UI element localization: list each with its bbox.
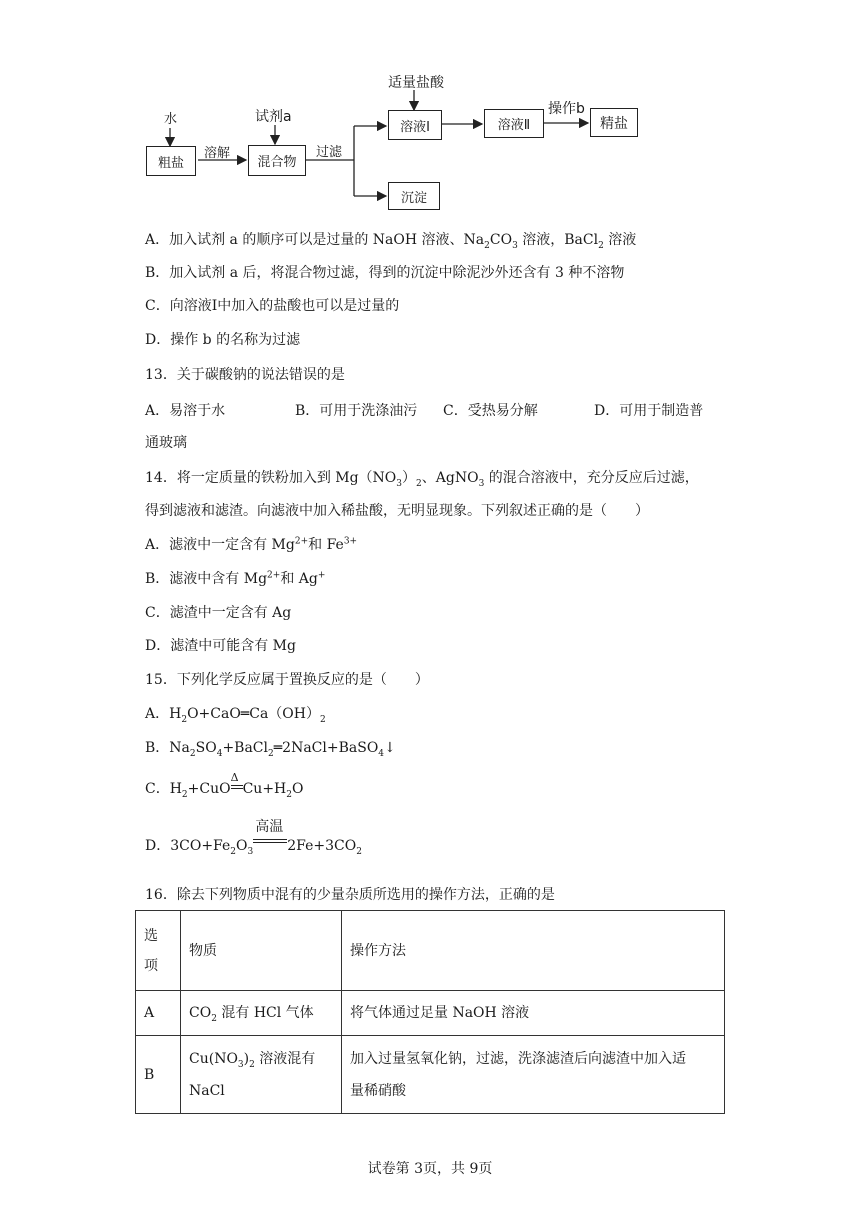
label-operation-b: 操作b [548, 101, 585, 117]
flow-diagram [0, 0, 860, 220]
box-precipitate: 沉淀 [388, 182, 440, 210]
q12-option-c: C．向溶液Ⅰ中加入的盐酸也可以是过量的 [145, 298, 400, 314]
label-water: 水 [164, 112, 178, 127]
header-option: 选 项 [136, 911, 181, 991]
label-reagent-a: 试剂a [255, 109, 292, 125]
box-crude-salt: 粗盐 [146, 146, 196, 176]
q13-option-c: C．受热易分解 [443, 403, 538, 419]
q15-option-b: B．$Na_2SO_4+BaCl_2═2NaCl+BaSO_4↓$ [145, 740, 396, 759]
q14-option-a: A．滤液中一定含有 $Mg^{2+}$和 $Fe^{3+}$ [145, 536, 358, 553]
label-filter: 过滤 [316, 145, 343, 160]
table-row [136, 1036, 725, 1114]
q12-option-d: D．操作 b 的名称为过滤 [145, 332, 301, 348]
q16-options-table [135, 910, 725, 1114]
q16-stem: 16．除去下列物质中混有的少量杂质所选用的操作方法，正确的是 [145, 887, 555, 903]
q14-option-c: C．滤渣中一定含有 Ag [145, 605, 292, 621]
row-b-option: B [136, 1036, 181, 1114]
table-header-row [136, 911, 725, 991]
q12-option-b: B．加入试剂 a 后，将混合物过滤，得到的沉淀中除泥沙外还含有 3 种不溶物 [145, 265, 625, 281]
box-solution-2: 溶液Ⅱ [484, 109, 544, 138]
reaction-condition-high-temp: 高温 [253, 836, 287, 852]
row-a-option: A [136, 991, 181, 1036]
row-b-method: 加入过量氢氧化钠，过滤，洗涤滤渣后向滤渣中加入适 量稀硝酸 [342, 1036, 725, 1114]
reaction-condition-heat: Δ [231, 779, 243, 795]
row-a-method: 将气体通过足量 NaOH 溶液 [342, 991, 725, 1036]
page-footer: 试卷第 3页，共 9页 [367, 1161, 493, 1177]
row-a-substance: $CO_2$ 混有 HCl 气体 [181, 991, 342, 1036]
q15-stem: 15．下列化学反应属于置换反应的是（ ） [145, 672, 429, 688]
table-row [136, 991, 725, 1036]
header-substance: 物质 [181, 911, 342, 991]
label-dissolve: 溶解 [204, 146, 231, 161]
q15-option-d: D．$3CO+Fe_2O_3$ 高温 $2Fe+3CO_2$ [145, 819, 362, 857]
q13-option-b: B．可用于洗涤油污 [295, 403, 418, 419]
q13-option-d-cont: 通玻璃 [145, 435, 187, 451]
q14-option-b: B．滤液中含有 $Mg^{2+}$和 Ag+ [145, 570, 326, 587]
q13-stem: 13．关于碳酸钠的说法错误的是 [145, 367, 345, 383]
box-fine-salt: 精盐 [590, 108, 638, 137]
q14-option-d: D．滤渣中可能含有 Mg [145, 638, 296, 654]
q13-option-a: A．易溶于水 [145, 403, 226, 419]
row-b-substance: $Cu(NO_3)_2$ 溶液混有 NaCl [181, 1036, 342, 1114]
label-hcl: 适量盐酸 [388, 75, 444, 91]
q15-option-c: C．$H_2+CuO$ Δ $Cu+H_2O$ [145, 771, 304, 800]
box-solution-1: 溶液Ⅰ [388, 110, 442, 140]
box-mixture: 混合物 [248, 145, 306, 176]
q15-option-a: A．$H_2O+CaO═Ca(OH)_2$ [145, 706, 326, 725]
q12-option-a: A．加入试剂 a 的顺序可以是过量的 NaOH 溶液、$Na_2CO_3$ 溶液，BaCl$_2$ 溶液 [145, 232, 637, 251]
q14-stem-line1: 14．将一定质量的铁粉加入到 $Mg(NO_3)_2$、AgNO$_3$ 的混合溶液中，充分反应后过滤， [145, 470, 699, 489]
q13-option-d: D．可用于制造普 [594, 403, 704, 419]
header-method: 操作方法 [342, 911, 725, 991]
q14-stem-line2: 得到滤液和滤渣。向滤液中加入稀盐酸，无明显现象。下列叙述正确的是（ ） [145, 503, 649, 519]
